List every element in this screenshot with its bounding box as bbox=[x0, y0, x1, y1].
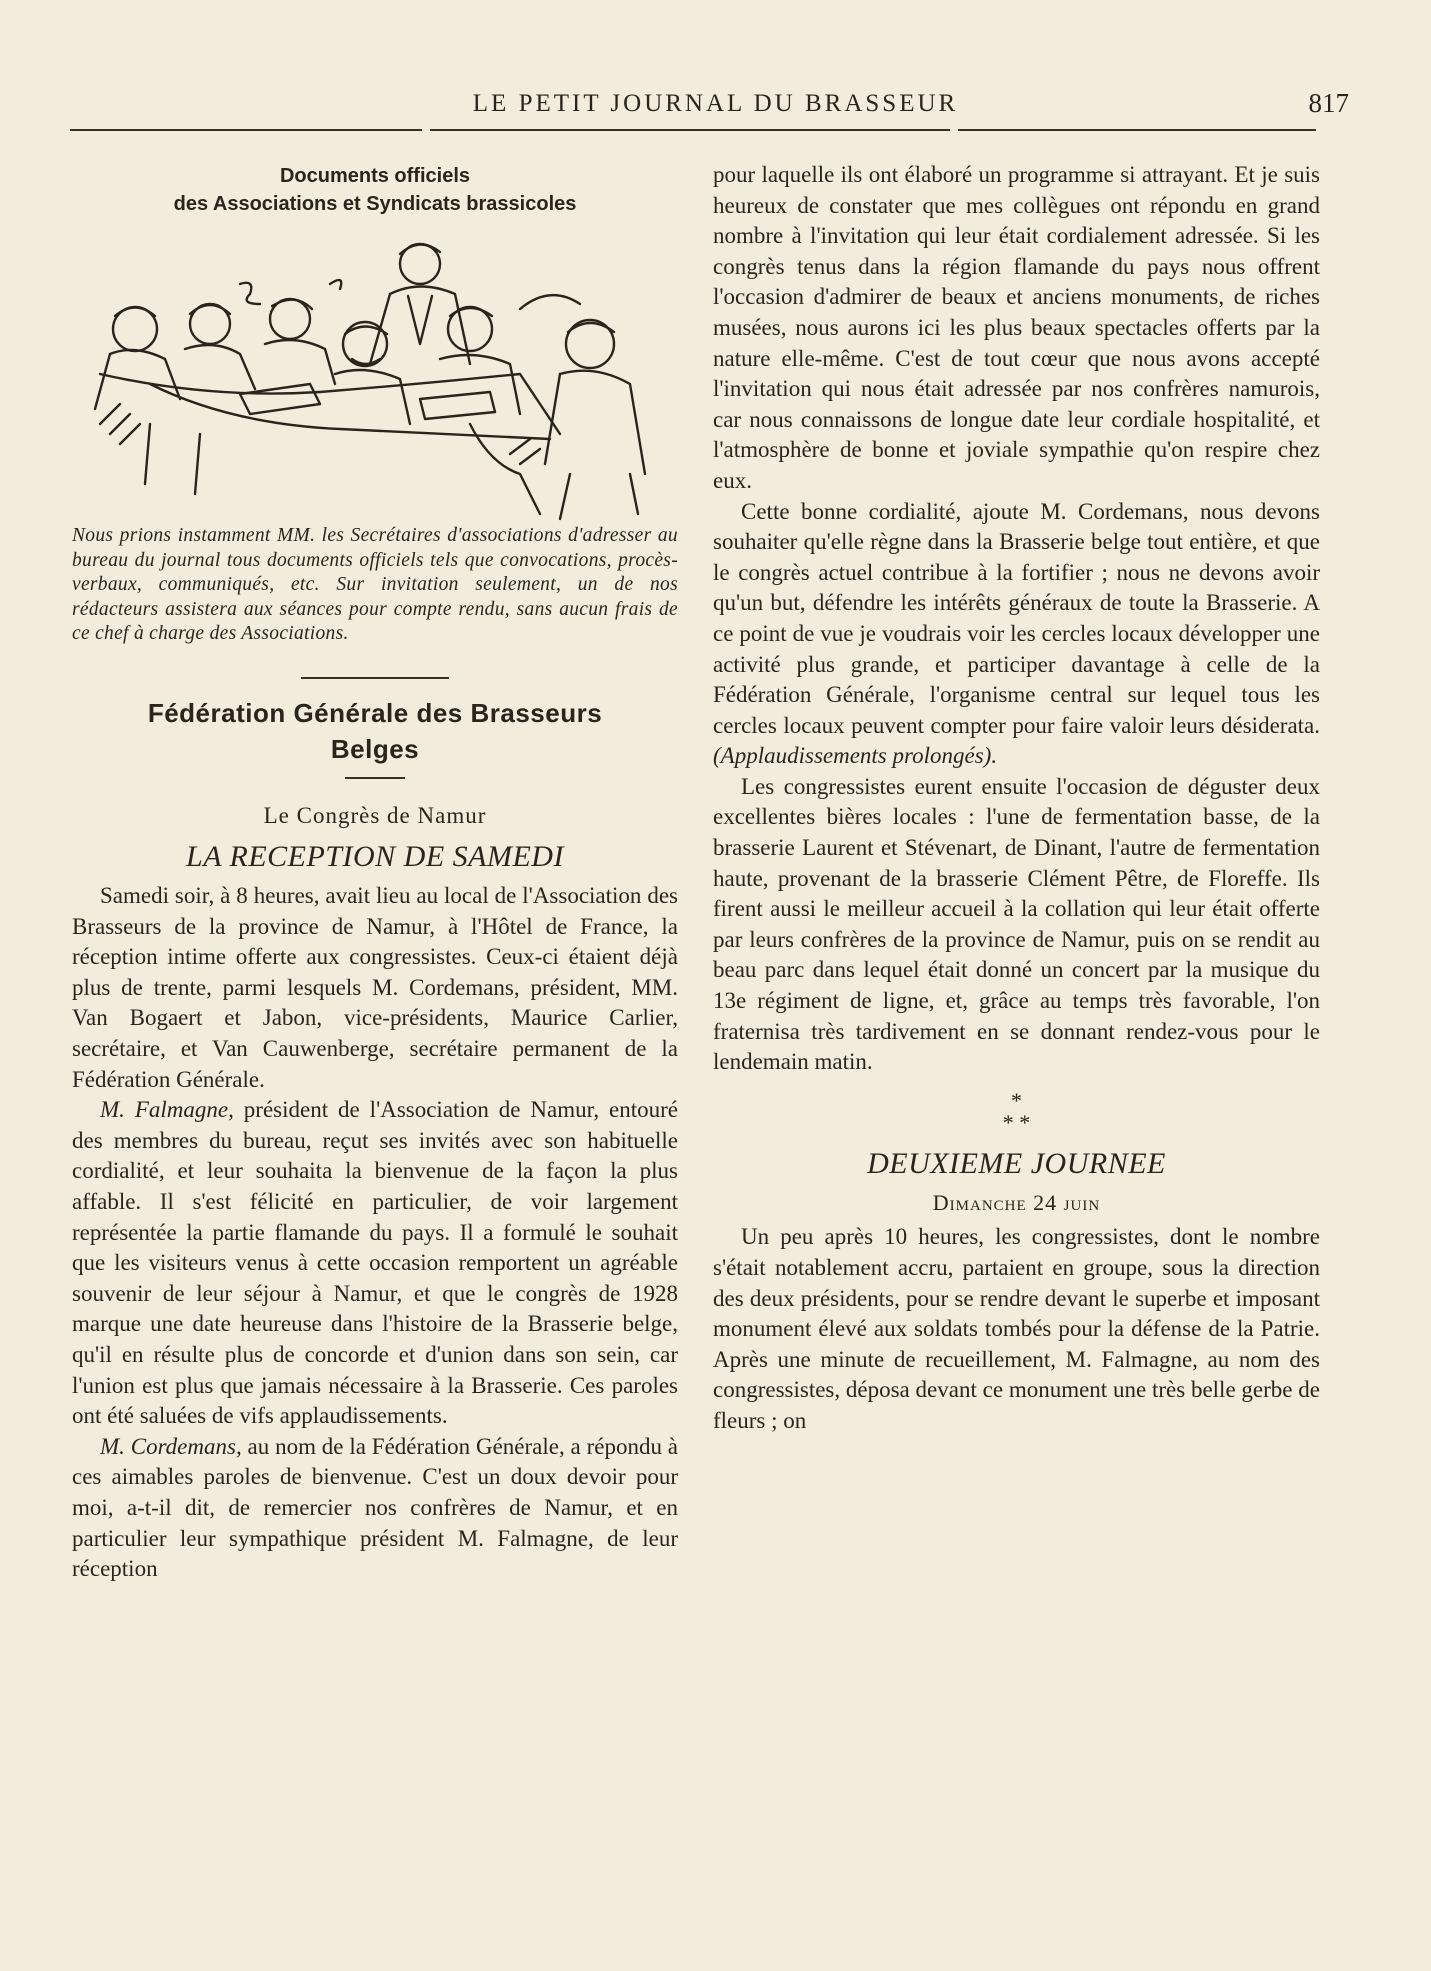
paragraph: Samedi soir, à 8 heures, avait lieu au local de l'Association des Brasseurs de la province de Namur, à l'Hôtel de France, la réception intime offerte aux congressistes. Ceux-ci étaient déjà plus de trente, parmi lesquels M. Cordemans, président, MM. Van Bogaert et Jabon, vice-présidents, Maurice Carlier, secrétaire, et Van Cauwenberge, secrétaire permanent de la Fédération Générale. bbox=[72, 883, 678, 1092]
paragraph bbox=[72, 1432, 678, 1585]
header-rule-left bbox=[70, 129, 422, 131]
paragraph bbox=[72, 1095, 678, 1432]
notice-text: Nous prions instamment MM. les Secrétaires d'associations d'adresser au bureau du journal tous documents officiels tels que convocations, procès-verbaux, communiqués, etc. Sur invitation seulement, un de nos rédacteurs assistera aux séances pour compte rendu, sans aucun frais de ce chef à charge des Associations. bbox=[72, 525, 678, 644]
federation-title-line2: Belges bbox=[330, 733, 420, 764]
section-divider bbox=[301, 677, 449, 679]
reception-title: LA RECEPTION DE SAMEDI bbox=[186, 840, 564, 874]
paragraph: Les congressistes eurent ensuite l'occasion de déguster deux excellentes bières locales : l'une de fermentation basse, de la brasserie Laurent et Stévenart, de Dinant, l'autre de fermentation haute, provenant de la brasserie Clément Pêtre, de Floreffe. Ils firent aussi le meilleur accueil à la collation qui leur était offerte par leurs confrères de la province de Namur, puis on se rendit au beau parc dans lequel était donné un concert par la musique du 13e régiment de ligne, et, grâce au temps très favorable, l'on fraternisa très tardivement en se donnant rendez-vous pour le lendemain matin. bbox=[713, 773, 1320, 1075]
paragraph: pour laquelle ils ont élaboré un programme si attrayant. Et je suis heureux de constater que mes collègues ont répondu en grand nombre à l'invitation qui leur était cordialement adressée. Si les congrès tenus dans la région flamande du pays nous offrent l'occasion d'admirer de beaux et anciens monuments, de riches musées, nous aurons ici les plus beaux spectacles offerts par la nature elle-même. C'est de tout cœur que nous avons accepté l'invitation qui nous était adressée par nos confrères namurois, car nous connaissons de longue date leur cordiale hospitalité, et l'atmosphère de bonne et joviale sympathie qu'on respire chez eux. bbox=[713, 162, 1320, 493]
header-rule-middle bbox=[430, 129, 950, 131]
paragraph bbox=[713, 497, 1320, 772]
right-column bbox=[713, 160, 1320, 1437]
speaker-name: M. Falmagne, bbox=[100, 1097, 234, 1123]
star-top: * bbox=[1011, 1087, 1022, 1113]
congress-subheading: Le Congrès de Namur bbox=[263, 802, 487, 828]
applause-note: (Applaudissements prolongés). bbox=[713, 743, 998, 769]
page-number: 817 bbox=[1308, 88, 1349, 118]
documents-title bbox=[72, 162, 678, 218]
title-divider bbox=[345, 777, 405, 779]
paragraph-text: président de l'Association de Namur, entouré des membres du bureau, reçut ses invités avec son habituelle cordialité, et leur souhaita la bienvenue de la façon la plus affable. Il s'est félicité en particulier, de voir largement représentée la partie flamande du pays. Il a formulé le souhait que les visiteurs venus à cette occasion remportent un agréable souvenir de leur séjour à Namur, et que le congrès de 1928 marque une date heureuse dans l'histoire de la Brasserie belge, qu'il en résulte plus de concorde et d'union dans son sein, car l'union est plus que jamais nécessaire à la Brasserie. Ces paroles ont été saluées de vifs applaudissements. bbox=[72, 1097, 678, 1429]
section-separator-stars bbox=[713, 1087, 1320, 1135]
federation-title bbox=[72, 695, 678, 767]
left-column bbox=[72, 160, 678, 1585]
documents-title-line2: des Associations et Syndicats brassicoles bbox=[173, 193, 577, 215]
meeting-illustration bbox=[90, 224, 670, 524]
documents-title-line1: Documents officiels bbox=[279, 165, 471, 187]
header-rule-right bbox=[958, 129, 1316, 131]
paragraph-text: Cette bonne cordialité, ajoute M. Cordemans, nous devons souhaiter qu'elle règne dans la Brasserie belge tout entière, et que le congrès actuel contribue à la fortifier ; nous ne devons avoir qu'un but, défendre les intérêts généraux de toute la Brasserie. A ce point de vue je voudrais voir les cercles locaux développer une activité plus grande, et participer davantage à celle de la Fédération Générale, l'organisme central sur lequel tous les cercles locaux peuvent compter pour faire valoir leurs désiderata. bbox=[713, 498, 1320, 738]
federation-title-line1: Fédération Générale des Brasseurs bbox=[147, 697, 603, 728]
speaker-name: M. Cordemans, bbox=[100, 1433, 242, 1459]
paragraph-text: au nom de la Fédération Générale, a répondu à ces aimables paroles de bienvenue. C'est un doux devoir pour moi, a-t-il dit, de remercier nos confrères de Namur, et en particulier leur sympathique président M. Falmagne, de leur réception bbox=[72, 1433, 678, 1582]
running-head bbox=[70, 84, 1361, 124]
date-line: Dimanche 24 juin bbox=[932, 1189, 1101, 1215]
second-day-title: DEUXIEME JOURNEE bbox=[867, 1146, 1166, 1180]
running-title: LE PETIT JOURNAL DU BRASSEUR bbox=[472, 90, 959, 117]
paragraph: Un peu après 10 heures, les congressistes, dont le nombre s'était notablement accru, partaient en groupe, sous la direction des deux présidents, pour se rendre devant le superbe et imposant monument élevé aux soldats tombés pour la défense de la Patrie. Après une minute de recueillement, M. Falmagne, au nom des congressistes, déposa devant ce monument une très belle gerbe de fleurs ; on bbox=[713, 1224, 1320, 1433]
star-bottom: * * bbox=[1002, 1109, 1031, 1135]
